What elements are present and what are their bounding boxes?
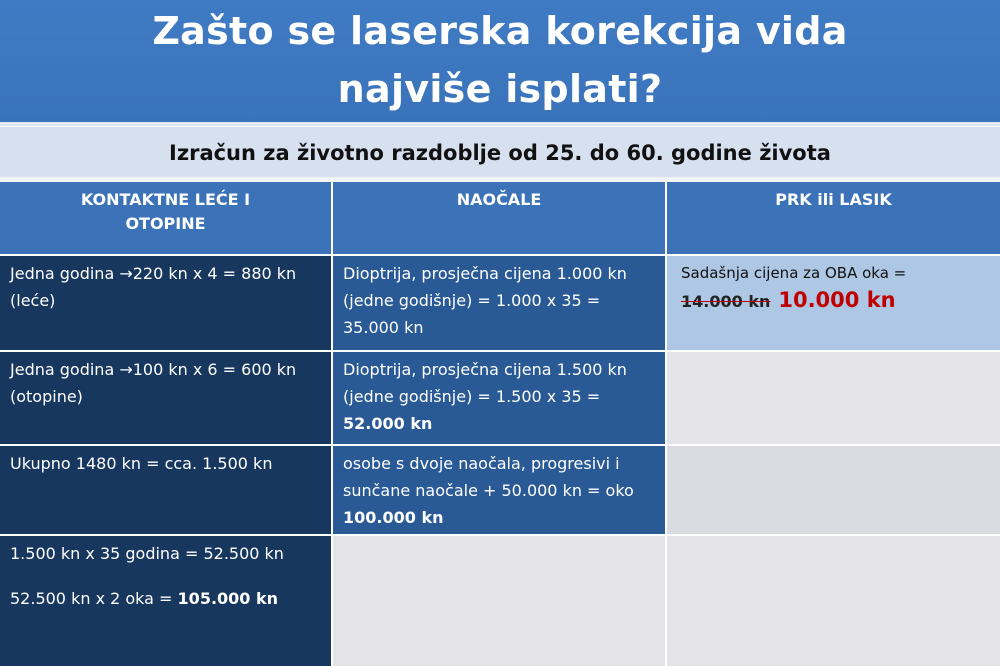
cell-r4-lenses-total-row (10, 585, 321, 612)
cell-r4-lenses-total-label: 52.500 kn x 2 oka = (10, 589, 173, 608)
old-price: 14.000 kn (681, 292, 771, 311)
cell-r2-glasses-total: 52.000 kn (343, 414, 433, 433)
header-glasses: NAOČALE (333, 182, 665, 254)
cell-r1-glasses: Dioptrija, prosječna cijena 1.000 kn (jedne godišnje) = 1.000 x 35 = 35.000 kn (333, 256, 665, 350)
cell-r4-glasses-empty (333, 536, 665, 666)
page-title-line-1: Zašto se laserska korekcija vida (152, 9, 848, 53)
title-banner (0, 0, 1000, 122)
page-title-line-2: najviše isplati? (337, 67, 663, 111)
header-contact-lenses (0, 182, 331, 254)
cell-r4-lasik-empty (667, 536, 1000, 666)
lasik-price-label: Sadašnja cijena za OBA oka = (681, 264, 907, 282)
divider (0, 122, 1000, 126)
header-contact-lenses-label: KONTAKTNE LEĆE I OTOPINE (80, 190, 251, 233)
header-prk-lasik: PRK ili LASIK (667, 182, 1000, 254)
cell-r4-lenses-total: 105.000 kn (177, 589, 279, 608)
cell-r3-glasses-total: 100.000 kn (343, 508, 444, 527)
subtitle: Izračun za životno razdoblje od 25. do 60. godine života (0, 127, 1000, 177)
cell-r2-glasses (333, 352, 665, 444)
cell-r3-glasses-text: osobe s dvoje naočala, progresivi i sunčane naočale + 50.000 kn = oko (343, 454, 634, 500)
cell-r4-lenses (0, 536, 331, 666)
cell-r1-lenses: Jedna godina →220 kn x 4 = 880 kn (leće) (0, 256, 331, 350)
cell-r2-lenses: Jedna godina →100 kn x 6 = 600 kn (otopine) (0, 352, 331, 444)
spacer (10, 567, 321, 585)
cell-r3-glasses (333, 446, 665, 534)
cell-r1-lasik (667, 256, 1000, 350)
cell-r4-lenses-calc: 1.500 kn x 35 godina = 52.500 kn (10, 544, 284, 563)
cell-r3-lenses: Ukupno 1480 kn = cca. 1.500 kn (0, 446, 331, 534)
cell-r2-lasik-empty (667, 352, 1000, 444)
new-price: 10.000 kn (778, 288, 896, 312)
lasik-price-row (681, 287, 990, 315)
cell-r3-lasik-empty (667, 446, 1000, 534)
cell-r2-glasses-text: Dioptrija, prosječna cijena 1.500 kn (jedne godišnje) = 1.500 x 35 = (343, 360, 627, 406)
